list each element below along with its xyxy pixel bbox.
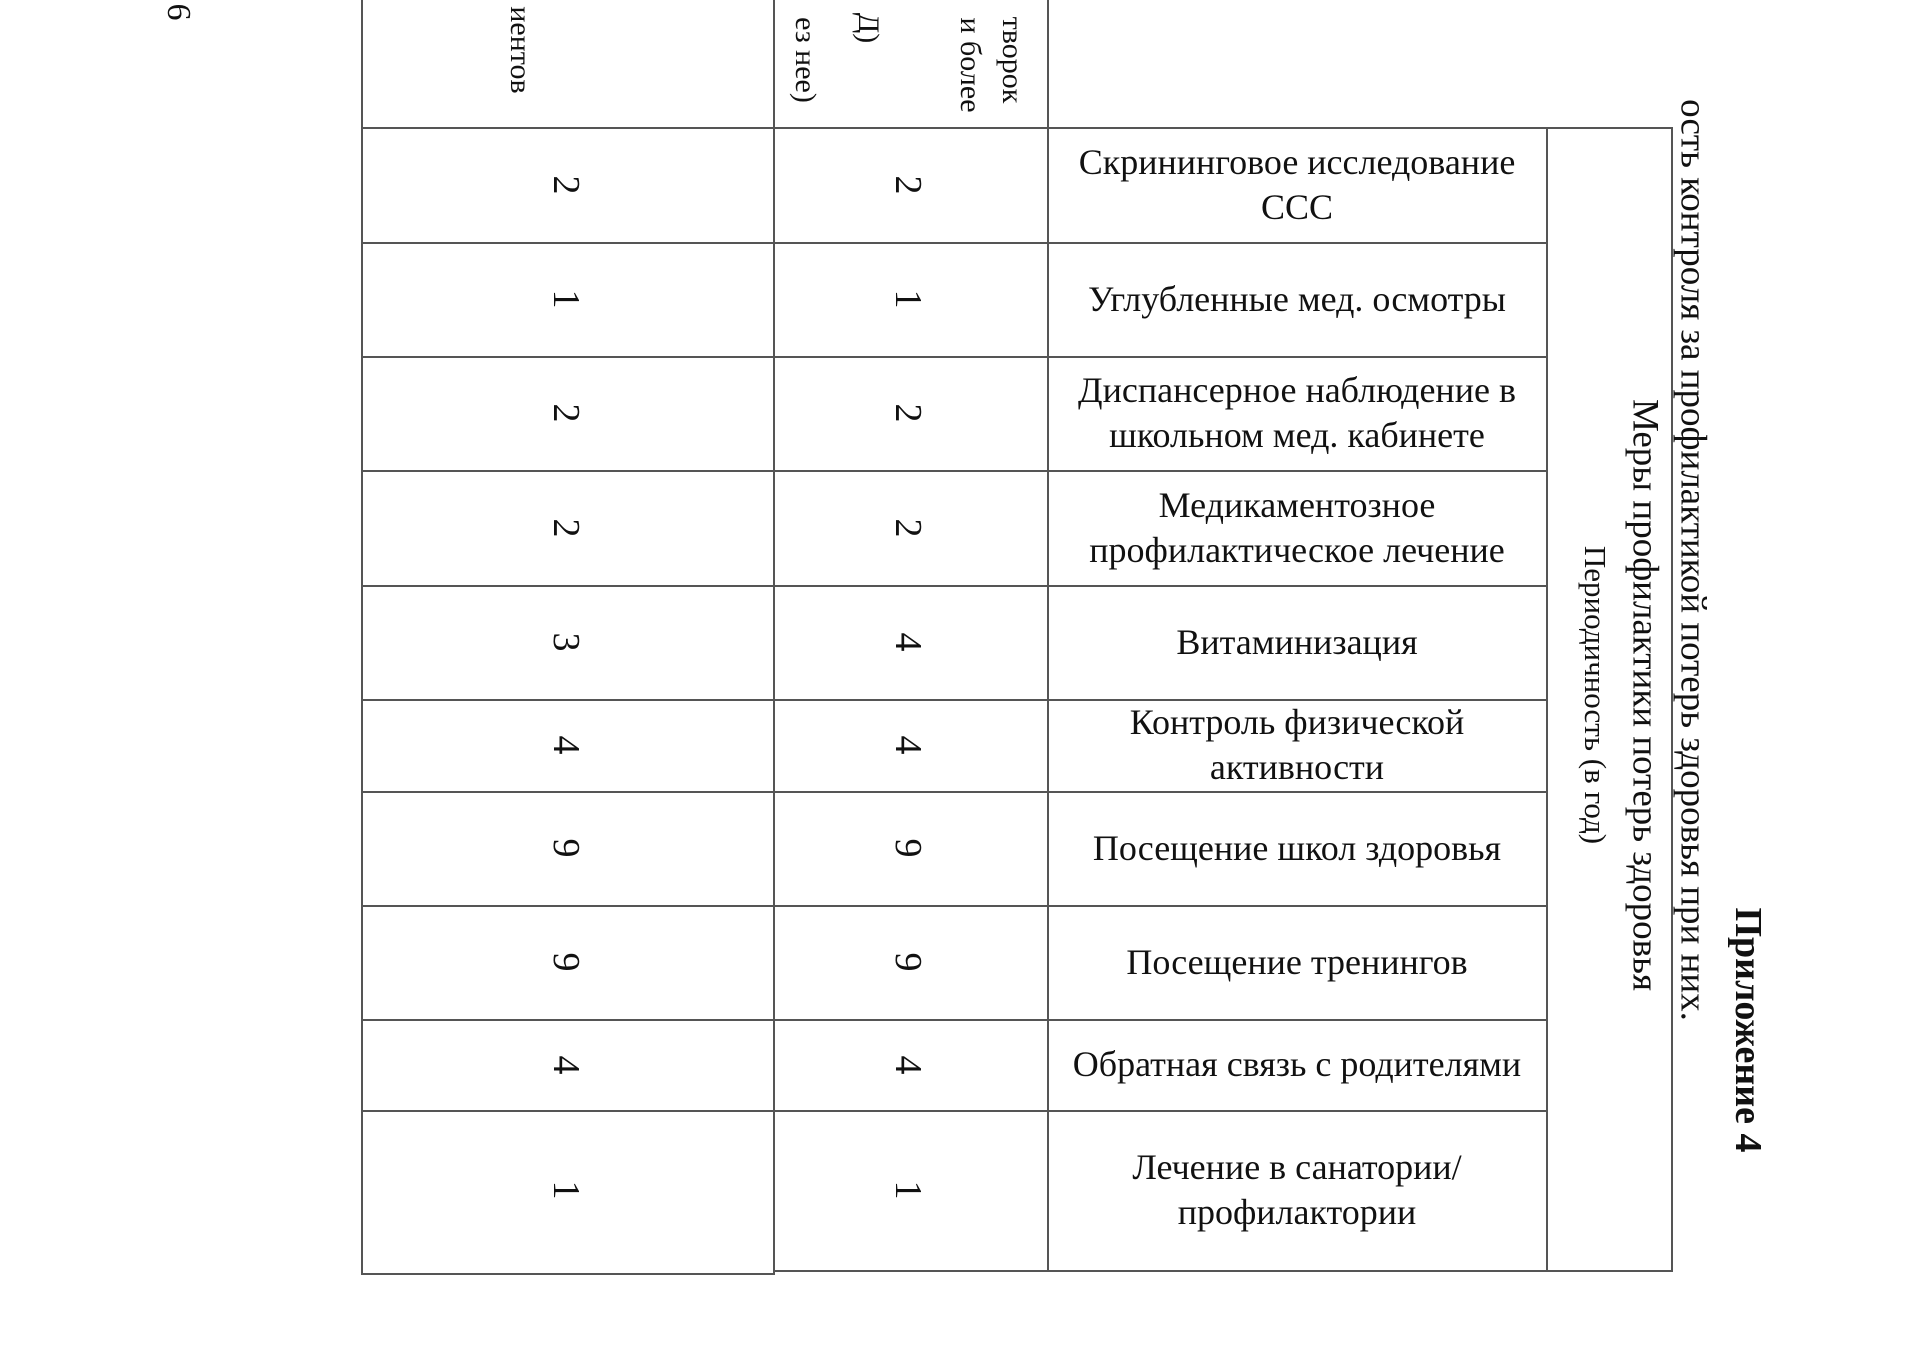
row-separator [361,1019,1548,1021]
periodicity-header: Периодичность (в год) [1578,545,1613,845]
row-separator [361,470,1548,472]
measures-header: Меры профилактики потерь здоровья [1624,398,1666,992]
row-value-mid: 2 [887,175,929,195]
row-value-left: 4 [545,735,587,755]
table-bottom-right [773,1270,1673,1272]
row-value-left: 9 [545,838,587,858]
table-border-right [1671,127,1673,1272]
row-value-mid: 4 [887,1055,929,1074]
row-label: Посещение тренингов [1126,941,1468,982]
row-separator [361,585,1548,587]
row-label: Диспансерное наблюдение в школьном мед. кабинете [1078,370,1516,455]
row-separator [361,905,1548,907]
row-value-mid: 9 [887,838,929,858]
row-separator [361,242,1548,244]
row-separator [361,1110,1548,1112]
header-rule [361,127,1673,129]
row-label: Обратная связь с родителями [1072,1044,1522,1084]
table-caption: ость контроля за профилактикой потерь здоровья при них. [1672,99,1714,1021]
mid-col-header-line3: Д) [852,12,885,44]
row-value-mid: 9 [887,952,929,972]
row-label: Витаминизация [1176,621,1418,662]
row-label: Лечение в санатории/профилактории [1132,1147,1462,1232]
row-value-left: 9 [545,952,587,972]
row-value-left: 2 [545,518,587,537]
row-value-left: 2 [545,175,587,195]
mid-col-header-line1: творок [996,16,1029,104]
row-value-left: 1 [545,1180,587,1200]
row-label: Медикаментозное профилактическое лечение [1089,484,1505,570]
row-value-mid: 4 [887,735,929,755]
row-label: Скрининговое исследование ССС [1078,141,1516,227]
row-value-left: 1 [545,289,587,309]
table-bottom-left [361,1273,775,1275]
row-label: Углубленные мед. осмотры [1088,278,1506,319]
mid-col-header-line2: и более [954,17,987,113]
row-label: Посещение школ здоровья [1092,827,1502,868]
row-value-mid: 2 [887,403,929,423]
row-value-mid: 1 [887,1180,929,1200]
table-border-left [361,0,363,1275]
row-value-left: 2 [545,403,587,423]
row-value-mid: 1 [887,289,929,309]
table-divider-2 [1047,0,1049,1272]
row-label: Контроль физической активности [1129,702,1465,787]
page-number: 6 [160,3,197,21]
row-separator [361,356,1548,358]
row-value-mid: 2 [887,518,929,537]
row-separator [361,791,1548,793]
row-value-left: 3 [545,632,587,652]
mid-col-header-line4: ез нее) [789,17,822,103]
left-col-header: иентов [504,6,537,94]
appendix-title: Приложение 4 [1727,907,1769,1153]
row-value-left: 4 [545,1055,587,1074]
table-divider-1 [773,0,775,1275]
row-value-mid: 4 [887,632,929,652]
